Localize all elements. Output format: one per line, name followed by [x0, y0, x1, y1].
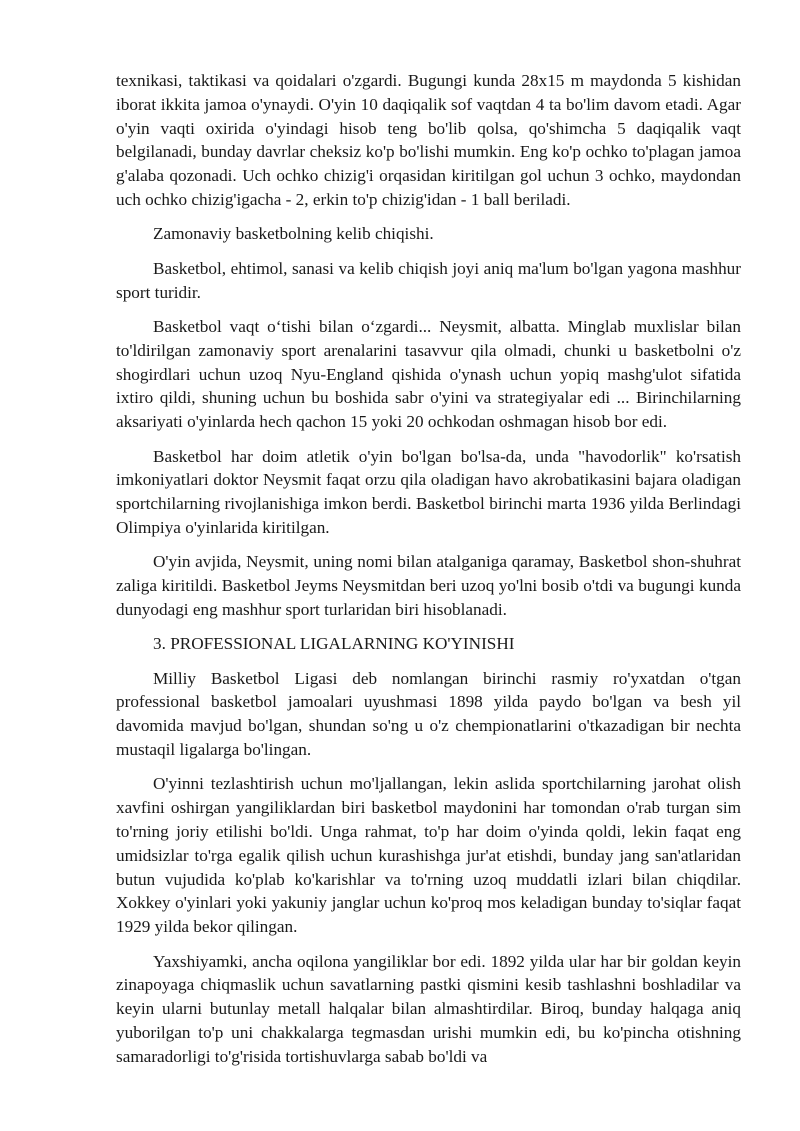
paragraph-continuation: texnikasi, taktikasi va qoidalari o'zgardi. Bugungi kunda 28x15 m maydonda 5 kishidan iborat ikkita jamoa o'ynaydi. O'yin 10 daqiqalik sof vaqtdan 4 ta bo'lim davom etadi. Agar o'yin vaqti oxirida o'yindagi hisob teng bo'lib qolsa, qo'shimcha 5 daqiqalik vaqt belgilanadi, bunday davrlar cheksiz ko'p bo'lishi mumkin. Eng ko'p ochko to'plagan jamoa g'alaba qozonadi. Uch ochko chizig'i orqasidan kiritilgan gol uchun 3 ochko, maydondan uch ochko chizig'igacha - 2, erkin to'p chizig'idan - 1 ball beriladi. — [116, 71, 741, 209]
paragraph: O'yinni tezlashtirish uchun mo'ljallangan, lekin aslida sportchilarning jarohat olish xavfini oshirgan yangiliklardan biri basketbol maydonini har tomondan o'rab turgan sim to'rning joriy etilishi bo'ldi. Unga rahmat, to'p har doim o'yinda qoldi, lekin faqat eng umidsizlar to'rga egalik qilish uchun kurashishga jur'at etishdi, bunday jang san'atlaridan butun vujudida ko'plab ko'karishlar va to'rning uzoq muddatli izlari bilan chiqdilar. Xokkey o'yinlari yoki yakuniy janglar uchun ko'proq mos keladigan bunday to'siqlar faqat 1929 yilda bekor qilingan. — [116, 774, 741, 937]
paragraph: Milliy Basketbol Ligasi deb nomlangan birinchi rasmiy ro'yxatdan o'tgan professional basketbol jamoalari uyushmasi 1898 yilda paydo bo'lgan va besh yil davomida mavjud bo'lgan, shundan so'ng u o'z chempionatlarini o'tkazadigan bir nechta mustaqil ligalarga bo'lingan. — [116, 668, 741, 760]
paragraph: Basketbol vaqt o‘tishi bilan o‘zgardi... Neysmit, albatta. Minglab muxlislar bilan to'ldirilgan zamonaviy sport arenalarini tasavvur qila olmadi, chunki u basketbolni o'z shogirdlari uchun uzoq Nyu-England qishida o'ynash uchun yopiq mashg'ulot sifatida ixtiro qildi, shuning uchun bu boshida sabr o'yini va strategiyalar edi ... Birinchilarning aksariyati o'yinlarda hech qachon 15 yoki 20 ochkodan oshmagan hisob bor edi. — [116, 316, 741, 432]
paragraph: O'yin avjida, Neysmit, uning nomi bilan atalganiga qaramay, Basketbol shon-shuhrat zaliga kiritildi. Basketbol Jeyms Neysmitdan beri uzoq yo'lni bosib o'tdi va bugungi kunda dunyodagi eng mashhur sport turlaridan biri hisoblanadi. — [116, 552, 741, 619]
paragraph: Yaxshiyamki, ancha oqilona yangiliklar bor edi. 1892 yilda ular har bir goldan keyin zinapoyaga chiqmaslik uchun savatlarning pastki qismini kesib tashlashni boshladilar va keyin ularni butunlay metall halqalar bilan almashtirdilar. Biroq, bunday halqaga aniq yuborilgan to'p uni chakkalarga tegmasdan urishi mumkin edi, bu ko'pincha otishning samaradorligi to'g'risida tortishuvlarga sabab bo'ldi va — [116, 951, 741, 1066]
section-subtitle: Zamonaviy basketbolning kelib chiqishi. — [153, 224, 434, 244]
paragraph: Basketbol, ehtimol, sanasi va kelib chiqish joyi aniq ma'lum bo'lgan yagona mashhur sport turidir. — [116, 258, 741, 302]
document-page — [116, 69, 741, 1079]
paragraph: Basketbol har doim atletik o'yin bo'lgan bo'lsa-da, unda "havodorlik" ko'rsatish imkoniyatlari doktor Neysmit faqat orzu qila oladigan havo akrobatikasini bajara oladigan sportchilarning rivojlanishiga imkon berdi. Basketbol birinchi marta 1936 yilda Berlindagi Olimpiya o'yinlarida kiritilgan. — [116, 446, 741, 537]
section-heading: 3. PROFESSIONAL LIGALARNING KO'YINISHI — [153, 634, 515, 654]
